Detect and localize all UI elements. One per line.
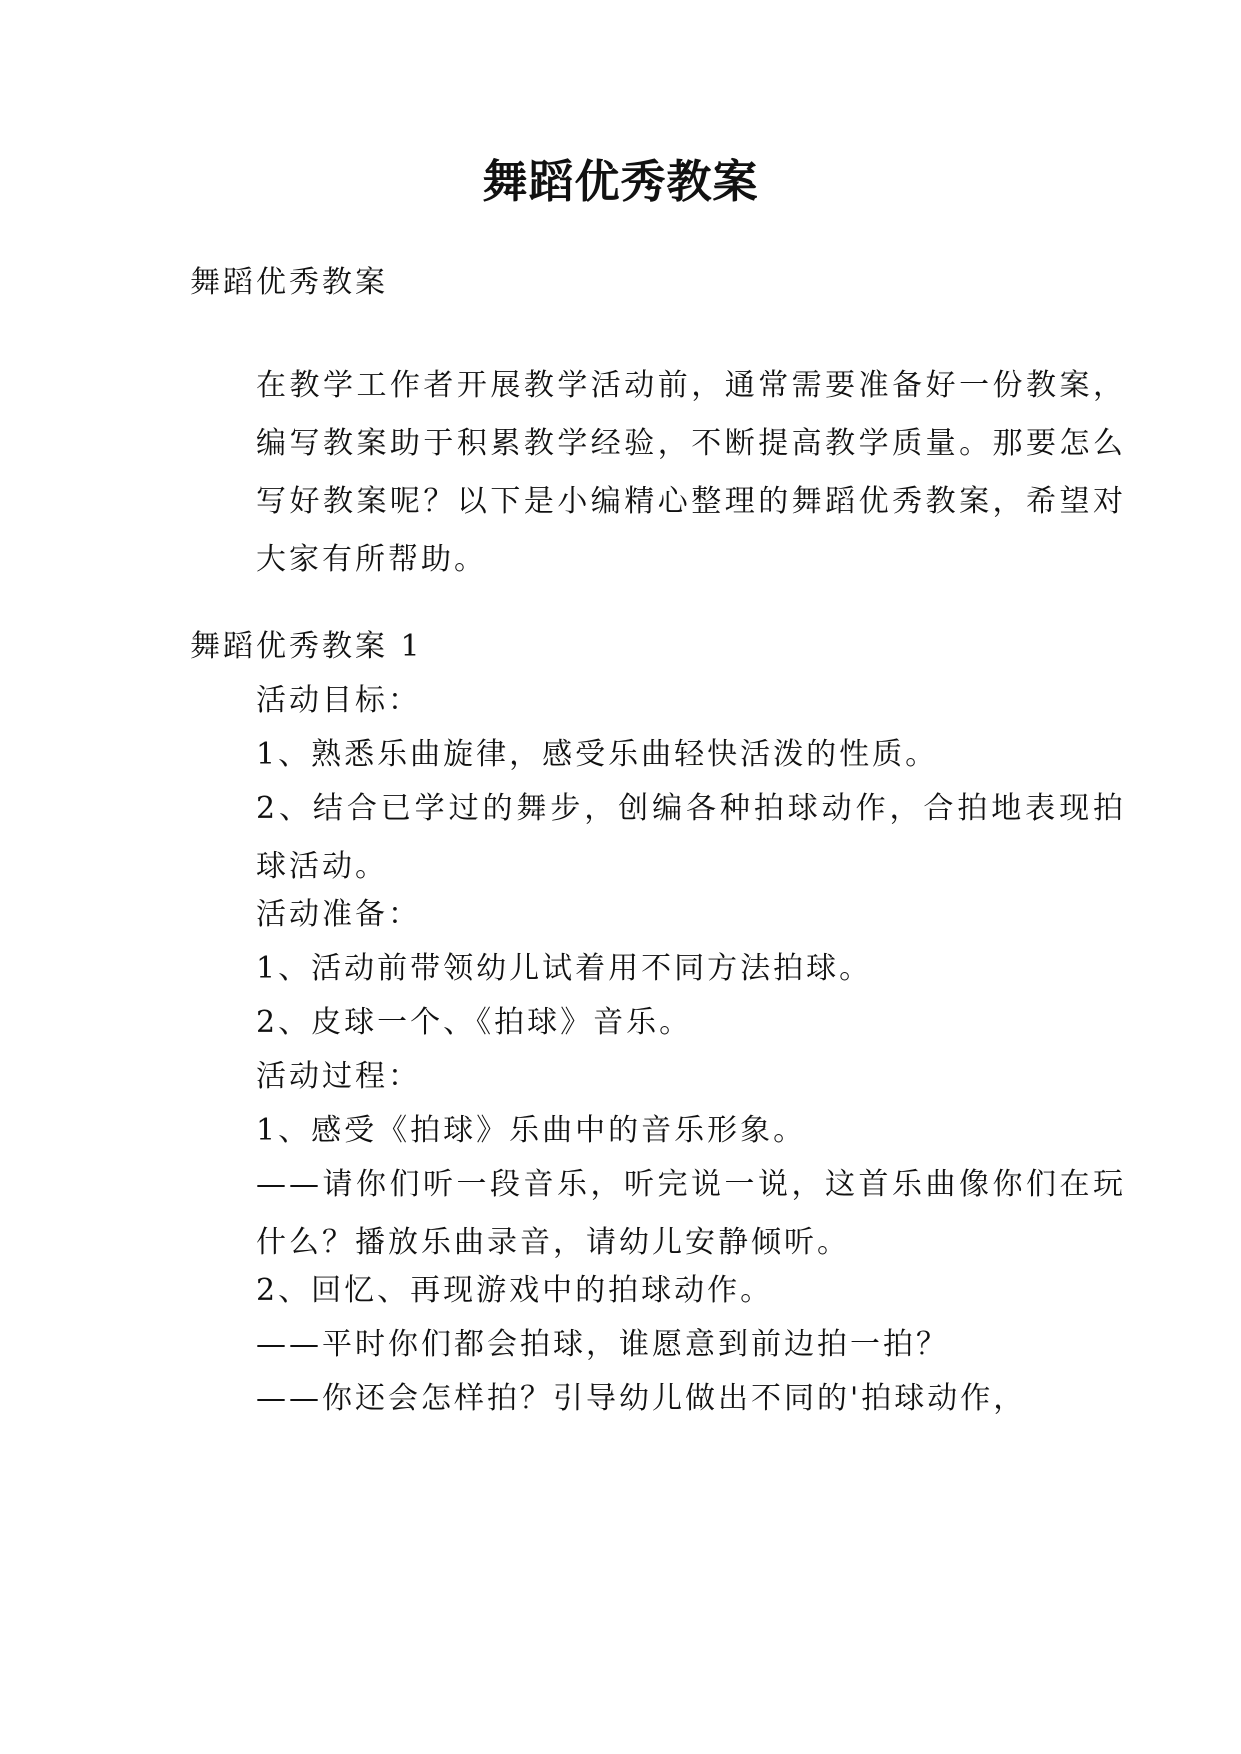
process-step-2-question-2: ——你还会怎样拍？引导幼儿做出不同的'拍球动作， bbox=[256, 1381, 1027, 1416]
section-title: 舞蹈优秀教案 1 bbox=[190, 629, 423, 664]
preparation-item-2: 2、皮球一个、《拍球》音乐。 bbox=[256, 1005, 693, 1040]
process-step-2-question-1: ——平时你们都会拍球，谁愿意到前边拍一拍？ bbox=[256, 1327, 949, 1362]
heading-activity-preparation: 活动准备： bbox=[256, 897, 421, 932]
document-title: 舞蹈优秀教案 bbox=[482, 155, 759, 208]
process-step-1: 1、感受《拍球》乐曲中的音乐形象。 bbox=[256, 1113, 807, 1148]
preparation-item-1: 1、活动前带领幼儿试着用不同方法拍球。 bbox=[256, 951, 873, 986]
heading-activity-process: 活动过程： bbox=[256, 1059, 421, 1094]
process-step-1-detail: ——请你们听一段音乐，听完说一说，这首乐曲像你们在玩什么？播放乐曲录音，请幼儿安静倾听。 bbox=[256, 1167, 1126, 1260]
goal-item-1: 1、熟悉乐曲旋律，感受乐曲轻快活泼的性质。 bbox=[256, 737, 939, 772]
document-subtitle: 舞蹈优秀教案 bbox=[190, 265, 388, 300]
process-step-2: 2、回忆、再现游戏中的拍球动作。 bbox=[256, 1273, 774, 1308]
heading-activity-goals: 活动目标： bbox=[256, 683, 421, 718]
intro-paragraph: 在教学工作者开展教学活动前，通常需要准备好一份教案，编写教案助于积累教学经验，不断提高教学质量。那要怎么写好教案呢？以下是小编精心整理的舞蹈优秀教案，希望对大家有所帮助。 bbox=[256, 368, 1126, 577]
goal-item-2: 2、结合已学过的舞步，创编各种拍球动作，合拍地表现拍球活动。 bbox=[256, 791, 1126, 884]
